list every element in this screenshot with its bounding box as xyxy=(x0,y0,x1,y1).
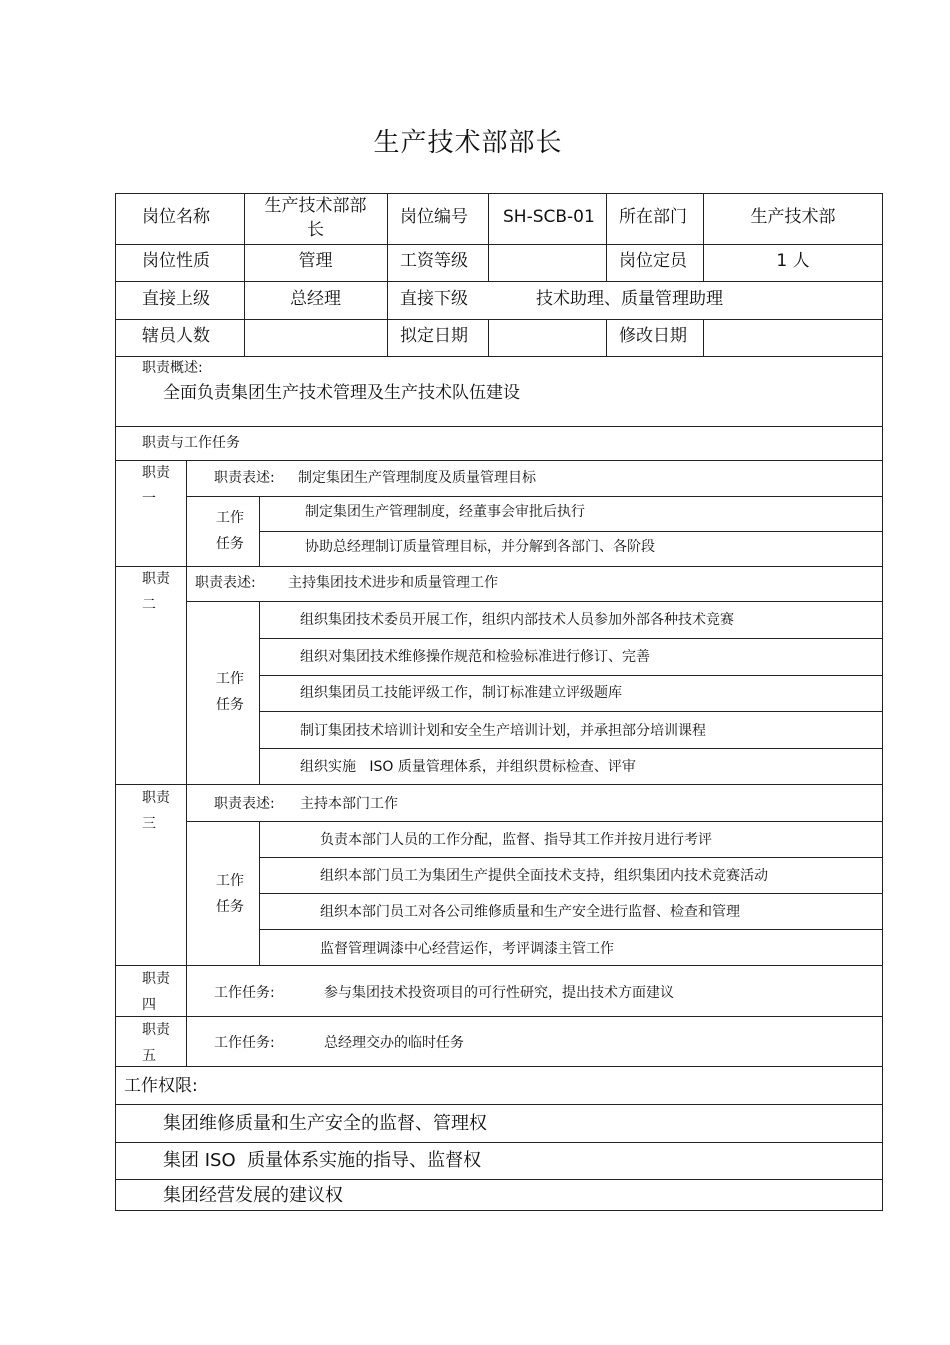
department-label: 所在部门 xyxy=(619,207,687,227)
task-divider xyxy=(259,748,883,749)
task-divider xyxy=(259,675,883,676)
duty5-label-line2: 五 xyxy=(142,1048,156,1064)
position-code-value: SH-SCB-01 xyxy=(503,207,595,227)
task-label-line1: 工作 xyxy=(216,873,244,889)
duty5-label-line1: 职责 xyxy=(142,1022,170,1038)
row-divider xyxy=(115,460,883,461)
duty3-task: 负责本部门人员的工作分配，监督、指导其工作并按月进行考评 xyxy=(320,832,712,848)
duty3-task: 组织本部门员工为集团生产提供全面技术支持，组织集团内技术竞赛活动 xyxy=(320,868,768,884)
row-divider xyxy=(115,356,883,357)
duty2-task: 制订集团技术培训计划和安全生产培训计划，并承担部分培训课程 xyxy=(300,723,706,739)
direct-subordinate-label: 直接下级 xyxy=(400,289,468,309)
duty-desc-divider xyxy=(186,496,883,497)
task-divider xyxy=(259,929,883,930)
duty2-task: 组织对集团技术维修操作规范和检验标准进行修订、完善 xyxy=(300,649,650,665)
position-nature-value: 管理 xyxy=(298,251,333,271)
duty2-label-line2: 二 xyxy=(142,597,156,613)
task-label-divider xyxy=(259,601,260,784)
row-divider xyxy=(115,1142,883,1143)
headcount-quota-label: 岗位定员 xyxy=(619,251,687,271)
duty4-label-line1: 职责 xyxy=(142,971,170,987)
position-name-value xyxy=(244,194,387,242)
duty4-task-label: 工作任务: xyxy=(214,985,275,1001)
row-divider xyxy=(115,1016,883,1017)
authority-heading: 工作权限: xyxy=(124,1076,198,1096)
duties-heading: 职责与工作任务 xyxy=(142,435,240,451)
summary-text: 全面负责集团生产技术管理及生产技术队伍建设 xyxy=(163,383,520,403)
task-label-line2: 任务 xyxy=(216,536,244,552)
duty2-task: 组织集团员工技能评级工作，制订标准建立评级题库 xyxy=(300,685,622,701)
row-divider xyxy=(115,784,883,785)
duty3-task: 监督管理调漆中心经营运作，考评调漆主管工作 xyxy=(320,941,614,957)
task-label-line2: 任务 xyxy=(216,899,244,915)
duty4-label-line2: 四 xyxy=(142,997,156,1013)
duty3-desc: 主持本部门工作 xyxy=(300,796,398,812)
task-label-line1: 工作 xyxy=(216,510,244,526)
duty2-desc: 主持集团技术进步和质量管理工作 xyxy=(288,575,498,591)
duty1-task: 协助总经理制订质量管理目标，并分解到各部门、各阶段 xyxy=(305,539,655,555)
revise-date-label: 修改日期 xyxy=(619,326,687,346)
duty-label-divider xyxy=(186,460,187,1066)
col-divider xyxy=(606,193,607,281)
row-divider xyxy=(115,319,883,320)
row-divider xyxy=(115,1104,883,1105)
row-divider xyxy=(115,281,883,282)
duty3-task-label xyxy=(216,868,244,920)
authority-item: 集团经营发展的建议权 xyxy=(163,1185,343,1206)
duty5-label xyxy=(142,1017,170,1069)
direct-superior-value: 总经理 xyxy=(290,289,341,309)
position-name-value-line2: 长 xyxy=(307,220,324,240)
position-code-label: 岗位编号 xyxy=(400,207,468,227)
col-divider xyxy=(488,193,489,281)
row-divider xyxy=(115,566,883,567)
col-divider xyxy=(387,193,388,356)
duty5-task-label: 工作任务: xyxy=(214,1035,275,1051)
col-divider xyxy=(488,319,489,356)
duty1-label xyxy=(142,460,170,512)
duty1-desc-label: 职责表述: xyxy=(214,470,275,486)
duty5-task: 总经理交办的临时任务 xyxy=(324,1035,464,1051)
duty-desc-divider xyxy=(186,821,883,822)
duty1-desc: 制定集团生产管理制度及质量管理目标 xyxy=(298,470,536,486)
row-divider xyxy=(115,1179,883,1180)
duty3-label xyxy=(142,785,170,837)
duty3-label-line1: 职责 xyxy=(142,790,170,806)
summary-label: 职责概述: xyxy=(142,360,203,376)
task-divider xyxy=(259,531,883,532)
duty2-label xyxy=(142,566,170,618)
row-divider xyxy=(115,244,883,245)
position-name-value-line1: 生产技术部部 xyxy=(264,196,367,216)
task-divider xyxy=(259,711,883,712)
draft-date-label: 拟定日期 xyxy=(400,326,468,346)
duty2-task-label xyxy=(216,666,244,718)
position-name-label: 岗位名称 xyxy=(142,207,210,227)
duty2-task: 组织实施 ISO 质量管理体系，并组织贯标检查、评审 xyxy=(300,759,636,775)
position-nature-label: 岗位性质 xyxy=(142,251,210,271)
task-label-line2: 任务 xyxy=(216,697,244,713)
duty1-task: 制定集团生产管理制度，经董事会审批后执行 xyxy=(305,504,585,520)
duty3-desc-label: 职责表述: xyxy=(214,796,275,812)
duty1-task-label xyxy=(216,505,244,557)
duty2-task: 组织集团技术委员开展工作，组织内部技术人员参加外部各种技术竞赛 xyxy=(300,612,734,628)
col-divider xyxy=(703,319,704,356)
duty2-desc-label: 职责表述: xyxy=(195,575,256,591)
duty4-task: 参与集团技术投资项目的可行性研究，提出技术方面建议 xyxy=(324,985,674,1001)
direct-superior-label: 直接上级 xyxy=(142,289,210,309)
task-label-line1: 工作 xyxy=(216,671,244,687)
task-divider xyxy=(259,638,883,639)
row-divider xyxy=(115,426,883,427)
authority-item: 集团 ISO 质量体系实施的指导、监督权 xyxy=(163,1150,482,1171)
col-divider xyxy=(606,319,607,356)
duty1-label-line1: 职责 xyxy=(142,465,170,481)
salary-grade-label: 工资等级 xyxy=(400,251,468,271)
duty2-label-line1: 职责 xyxy=(142,571,170,587)
duty1-label-line2: 一 xyxy=(142,491,156,507)
row-divider xyxy=(115,1066,883,1067)
task-divider xyxy=(259,857,883,858)
authority-item: 集团维修质量和生产安全的监督、管理权 xyxy=(163,1113,487,1134)
staff-count-label: 辖员人数 xyxy=(142,326,210,346)
page-title: 生产技术部部长 xyxy=(373,128,563,158)
task-divider xyxy=(259,893,883,894)
duty-desc-divider xyxy=(186,601,883,602)
duty4-label xyxy=(142,966,170,1018)
row-divider xyxy=(115,965,883,966)
direct-subordinate-value: 技术助理、质量管理助理 xyxy=(536,289,723,309)
department-value: 生产技术部 xyxy=(750,207,836,227)
duty3-label-line2: 三 xyxy=(142,816,156,832)
headcount-quota-value: 1 人 xyxy=(776,251,810,271)
duty3-task: 组织本部门员工对各公司维修质量和生产安全进行监督、检查和管理 xyxy=(320,904,740,920)
